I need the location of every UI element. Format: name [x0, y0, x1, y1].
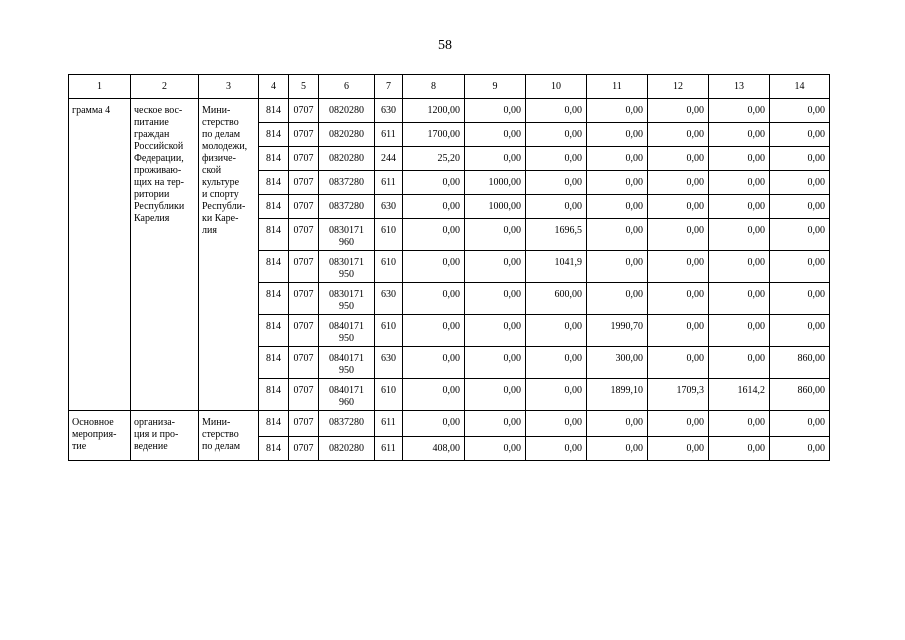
- table-cell: 0,00: [465, 283, 526, 315]
- column-header-3: 3: [199, 75, 259, 99]
- table-cell: 0,00: [465, 347, 526, 379]
- table-cell: 0,00: [587, 123, 648, 147]
- table-cell: 0,00: [770, 437, 830, 461]
- ministry-cell: Мини- стерство по делам молодежи, физиче- ской культуре и спорту Республи- ки Каре- лия: [199, 99, 259, 411]
- table-cell: 1000,00: [465, 171, 526, 195]
- table-cell: 0,00: [403, 379, 465, 411]
- table-cell: 0,00: [648, 171, 709, 195]
- table-cell: 0,00: [587, 171, 648, 195]
- table-cell: 1200,00: [403, 99, 465, 123]
- table-cell: 0,00: [770, 99, 830, 123]
- table-cell: 0707: [289, 347, 319, 379]
- table-cell: 814: [259, 147, 289, 171]
- table-cell: 0,00: [648, 411, 709, 437]
- table-cell: 1709,3: [648, 379, 709, 411]
- column-header-14: 14: [770, 75, 830, 99]
- column-header-2: 2: [131, 75, 199, 99]
- table-cell: 630: [375, 283, 403, 315]
- table-cell: 814: [259, 315, 289, 347]
- header-row: [69, 75, 830, 99]
- table-cell: 814: [259, 171, 289, 195]
- table-cell: 1000,00: [465, 195, 526, 219]
- table-cell: 0,00: [587, 99, 648, 123]
- table-cell: 1041,9: [526, 251, 587, 283]
- table-cell: 0,00: [648, 347, 709, 379]
- table-cell: 0,00: [770, 283, 830, 315]
- program-name-cell: грамма 4: [69, 99, 131, 411]
- table-cell: 0,00: [526, 315, 587, 347]
- budget-table: [68, 74, 830, 461]
- table-cell: 25,20: [403, 147, 465, 171]
- table-cell: 0,00: [709, 437, 770, 461]
- table-cell: 0,00: [403, 347, 465, 379]
- table-cell: 0,00: [403, 251, 465, 283]
- table-cell: 0,00: [465, 379, 526, 411]
- table-cell: 0,00: [770, 123, 830, 147]
- table-cell: 814: [259, 347, 289, 379]
- table-row: [69, 99, 830, 123]
- table-cell: 0,00: [770, 147, 830, 171]
- table-cell: 0707: [289, 219, 319, 251]
- table-cell: 0,00: [709, 411, 770, 437]
- table-cell: 0840171 950: [319, 347, 375, 379]
- table-cell: 0,00: [526, 411, 587, 437]
- table-cell: 860,00: [770, 379, 830, 411]
- table-cell: 408,00: [403, 437, 465, 461]
- table-cell: 0837280: [319, 195, 375, 219]
- table-cell: 0707: [289, 379, 319, 411]
- table-cell: 0,00: [526, 437, 587, 461]
- table-cell: 0,00: [648, 195, 709, 219]
- table-cell: 0,00: [403, 171, 465, 195]
- table-cell: 1700,00: [403, 123, 465, 147]
- column-header-11: 11: [587, 75, 648, 99]
- table-cell: 0,00: [770, 251, 830, 283]
- table-cell: 1696,5: [526, 219, 587, 251]
- table-cell: 0,00: [770, 195, 830, 219]
- table-cell: 0,00: [587, 437, 648, 461]
- table-cell: 814: [259, 195, 289, 219]
- table-cell: 630: [375, 347, 403, 379]
- table-cell: 0,00: [587, 283, 648, 315]
- table-cell: 611: [375, 171, 403, 195]
- table-cell: 0,00: [648, 99, 709, 123]
- table-cell: 0,00: [526, 379, 587, 411]
- column-header-8: 8: [403, 75, 465, 99]
- table-cell: 0840171 950: [319, 315, 375, 347]
- table-cell: 0707: [289, 123, 319, 147]
- table-cell: 0,00: [465, 437, 526, 461]
- table-cell: 0,00: [648, 219, 709, 251]
- table-cell: 814: [259, 219, 289, 251]
- table-cell: 0820280: [319, 123, 375, 147]
- goal-cell: организа- ция и про- ведение: [131, 411, 199, 461]
- table-cell: 0,00: [526, 99, 587, 123]
- table-cell: 611: [375, 411, 403, 437]
- table-cell: 0,00: [648, 123, 709, 147]
- table-cell: 610: [375, 251, 403, 283]
- table-cell: 0707: [289, 99, 319, 123]
- goal-cell: ческое вос- питание граждан Российской Федерации, проживаю- щих на тер- ритории Республики Карелия: [131, 99, 199, 411]
- table-cell: 0,00: [465, 219, 526, 251]
- column-header-10: 10: [526, 75, 587, 99]
- table-cell: 0,00: [465, 147, 526, 171]
- table-cell: 611: [375, 123, 403, 147]
- table-cell: 814: [259, 379, 289, 411]
- table-cell: 0,00: [526, 347, 587, 379]
- table-cell: 0,00: [709, 219, 770, 251]
- table-cell: 0,00: [648, 437, 709, 461]
- table-cell: 0,00: [465, 99, 526, 123]
- table-cell: 0707: [289, 315, 319, 347]
- table-cell: 0837280: [319, 411, 375, 437]
- table-cell: 610: [375, 315, 403, 347]
- table-cell: 814: [259, 99, 289, 123]
- table-cell: 0,00: [526, 195, 587, 219]
- table-cell: 0,00: [403, 283, 465, 315]
- table-cell: 0830171 960: [319, 219, 375, 251]
- table-cell: 0,00: [587, 251, 648, 283]
- table-cell: 814: [259, 123, 289, 147]
- table-cell: 814: [259, 251, 289, 283]
- table-cell: 0,00: [648, 315, 709, 347]
- table-cell: 630: [375, 195, 403, 219]
- table-cell: 1899,10: [587, 379, 648, 411]
- table-cell: 244: [375, 147, 403, 171]
- column-header-12: 12: [648, 75, 709, 99]
- page-number: 58: [438, 38, 452, 53]
- table-cell: 0,00: [709, 315, 770, 347]
- table-cell: 0,00: [465, 315, 526, 347]
- table-cell: 0,00: [465, 411, 526, 437]
- table-cell: 0,00: [403, 195, 465, 219]
- table-cell: 814: [259, 411, 289, 437]
- column-header-4: 4: [259, 75, 289, 99]
- table-cell: 0,00: [709, 347, 770, 379]
- column-header-9: 9: [465, 75, 526, 99]
- table-cell: 0707: [289, 147, 319, 171]
- table-cell: 0820280: [319, 147, 375, 171]
- column-header-5: 5: [289, 75, 319, 99]
- table-cell: 0830171 950: [319, 283, 375, 315]
- table-cell: 600,00: [526, 283, 587, 315]
- table-cell: 0,00: [770, 171, 830, 195]
- ministry-cell: Мини- стерство по делам: [199, 411, 259, 461]
- table-row: [69, 411, 830, 437]
- table-cell: 0840171 960: [319, 379, 375, 411]
- table-cell: 300,00: [587, 347, 648, 379]
- table-cell: 0,00: [770, 219, 830, 251]
- table-cell: 0837280: [319, 171, 375, 195]
- table-cell: 0,00: [770, 411, 830, 437]
- table-cell: 860,00: [770, 347, 830, 379]
- table-cell: 0,00: [709, 171, 770, 195]
- table-cell: 0,00: [648, 251, 709, 283]
- table-cell: 0707: [289, 283, 319, 315]
- column-header-13: 13: [709, 75, 770, 99]
- column-header-7: 7: [375, 75, 403, 99]
- table-cell: 0,00: [709, 195, 770, 219]
- table-cell: 0707: [289, 437, 319, 461]
- table-cell: 0820280: [319, 99, 375, 123]
- table-cell: 0,00: [465, 123, 526, 147]
- column-header-1: 1: [69, 75, 131, 99]
- table-cell: 0707: [289, 195, 319, 219]
- table-cell: 0,00: [709, 251, 770, 283]
- table-cell: 0,00: [403, 315, 465, 347]
- table-cell: 814: [259, 437, 289, 461]
- table-cell: 0,00: [587, 411, 648, 437]
- table-cell: 1614,2: [709, 379, 770, 411]
- table-cell: 0,00: [526, 171, 587, 195]
- table-cell: 0,00: [465, 251, 526, 283]
- column-header-6: 6: [319, 75, 375, 99]
- table-cell: 0,00: [648, 283, 709, 315]
- program-name-cell: Основное мероприя- тие: [69, 411, 131, 461]
- table-cell: 0,00: [709, 283, 770, 315]
- table-cell: 1990,70: [587, 315, 648, 347]
- table-cell: 0,00: [709, 99, 770, 123]
- table-cell: 0,00: [526, 147, 587, 171]
- table-cell: 0707: [289, 171, 319, 195]
- table-cell: 0,00: [648, 147, 709, 171]
- table-cell: 0,00: [403, 411, 465, 437]
- table-cell: 0830171 950: [319, 251, 375, 283]
- table-cell: 0820280: [319, 437, 375, 461]
- table-cell: 0,00: [403, 219, 465, 251]
- table-cell: 0707: [289, 251, 319, 283]
- table-cell: 0707: [289, 411, 319, 437]
- table-cell: 630: [375, 99, 403, 123]
- table-cell: 814: [259, 283, 289, 315]
- table-cell: 0,00: [526, 123, 587, 147]
- table-cell: 610: [375, 379, 403, 411]
- table-cell: 0,00: [770, 315, 830, 347]
- table-cell: 0,00: [709, 123, 770, 147]
- table-cell: 0,00: [587, 219, 648, 251]
- table-cell: 610: [375, 219, 403, 251]
- table-cell: 0,00: [709, 147, 770, 171]
- table-cell: 0,00: [587, 195, 648, 219]
- table-cell: 0,00: [587, 147, 648, 171]
- table-cell: 611: [375, 437, 403, 461]
